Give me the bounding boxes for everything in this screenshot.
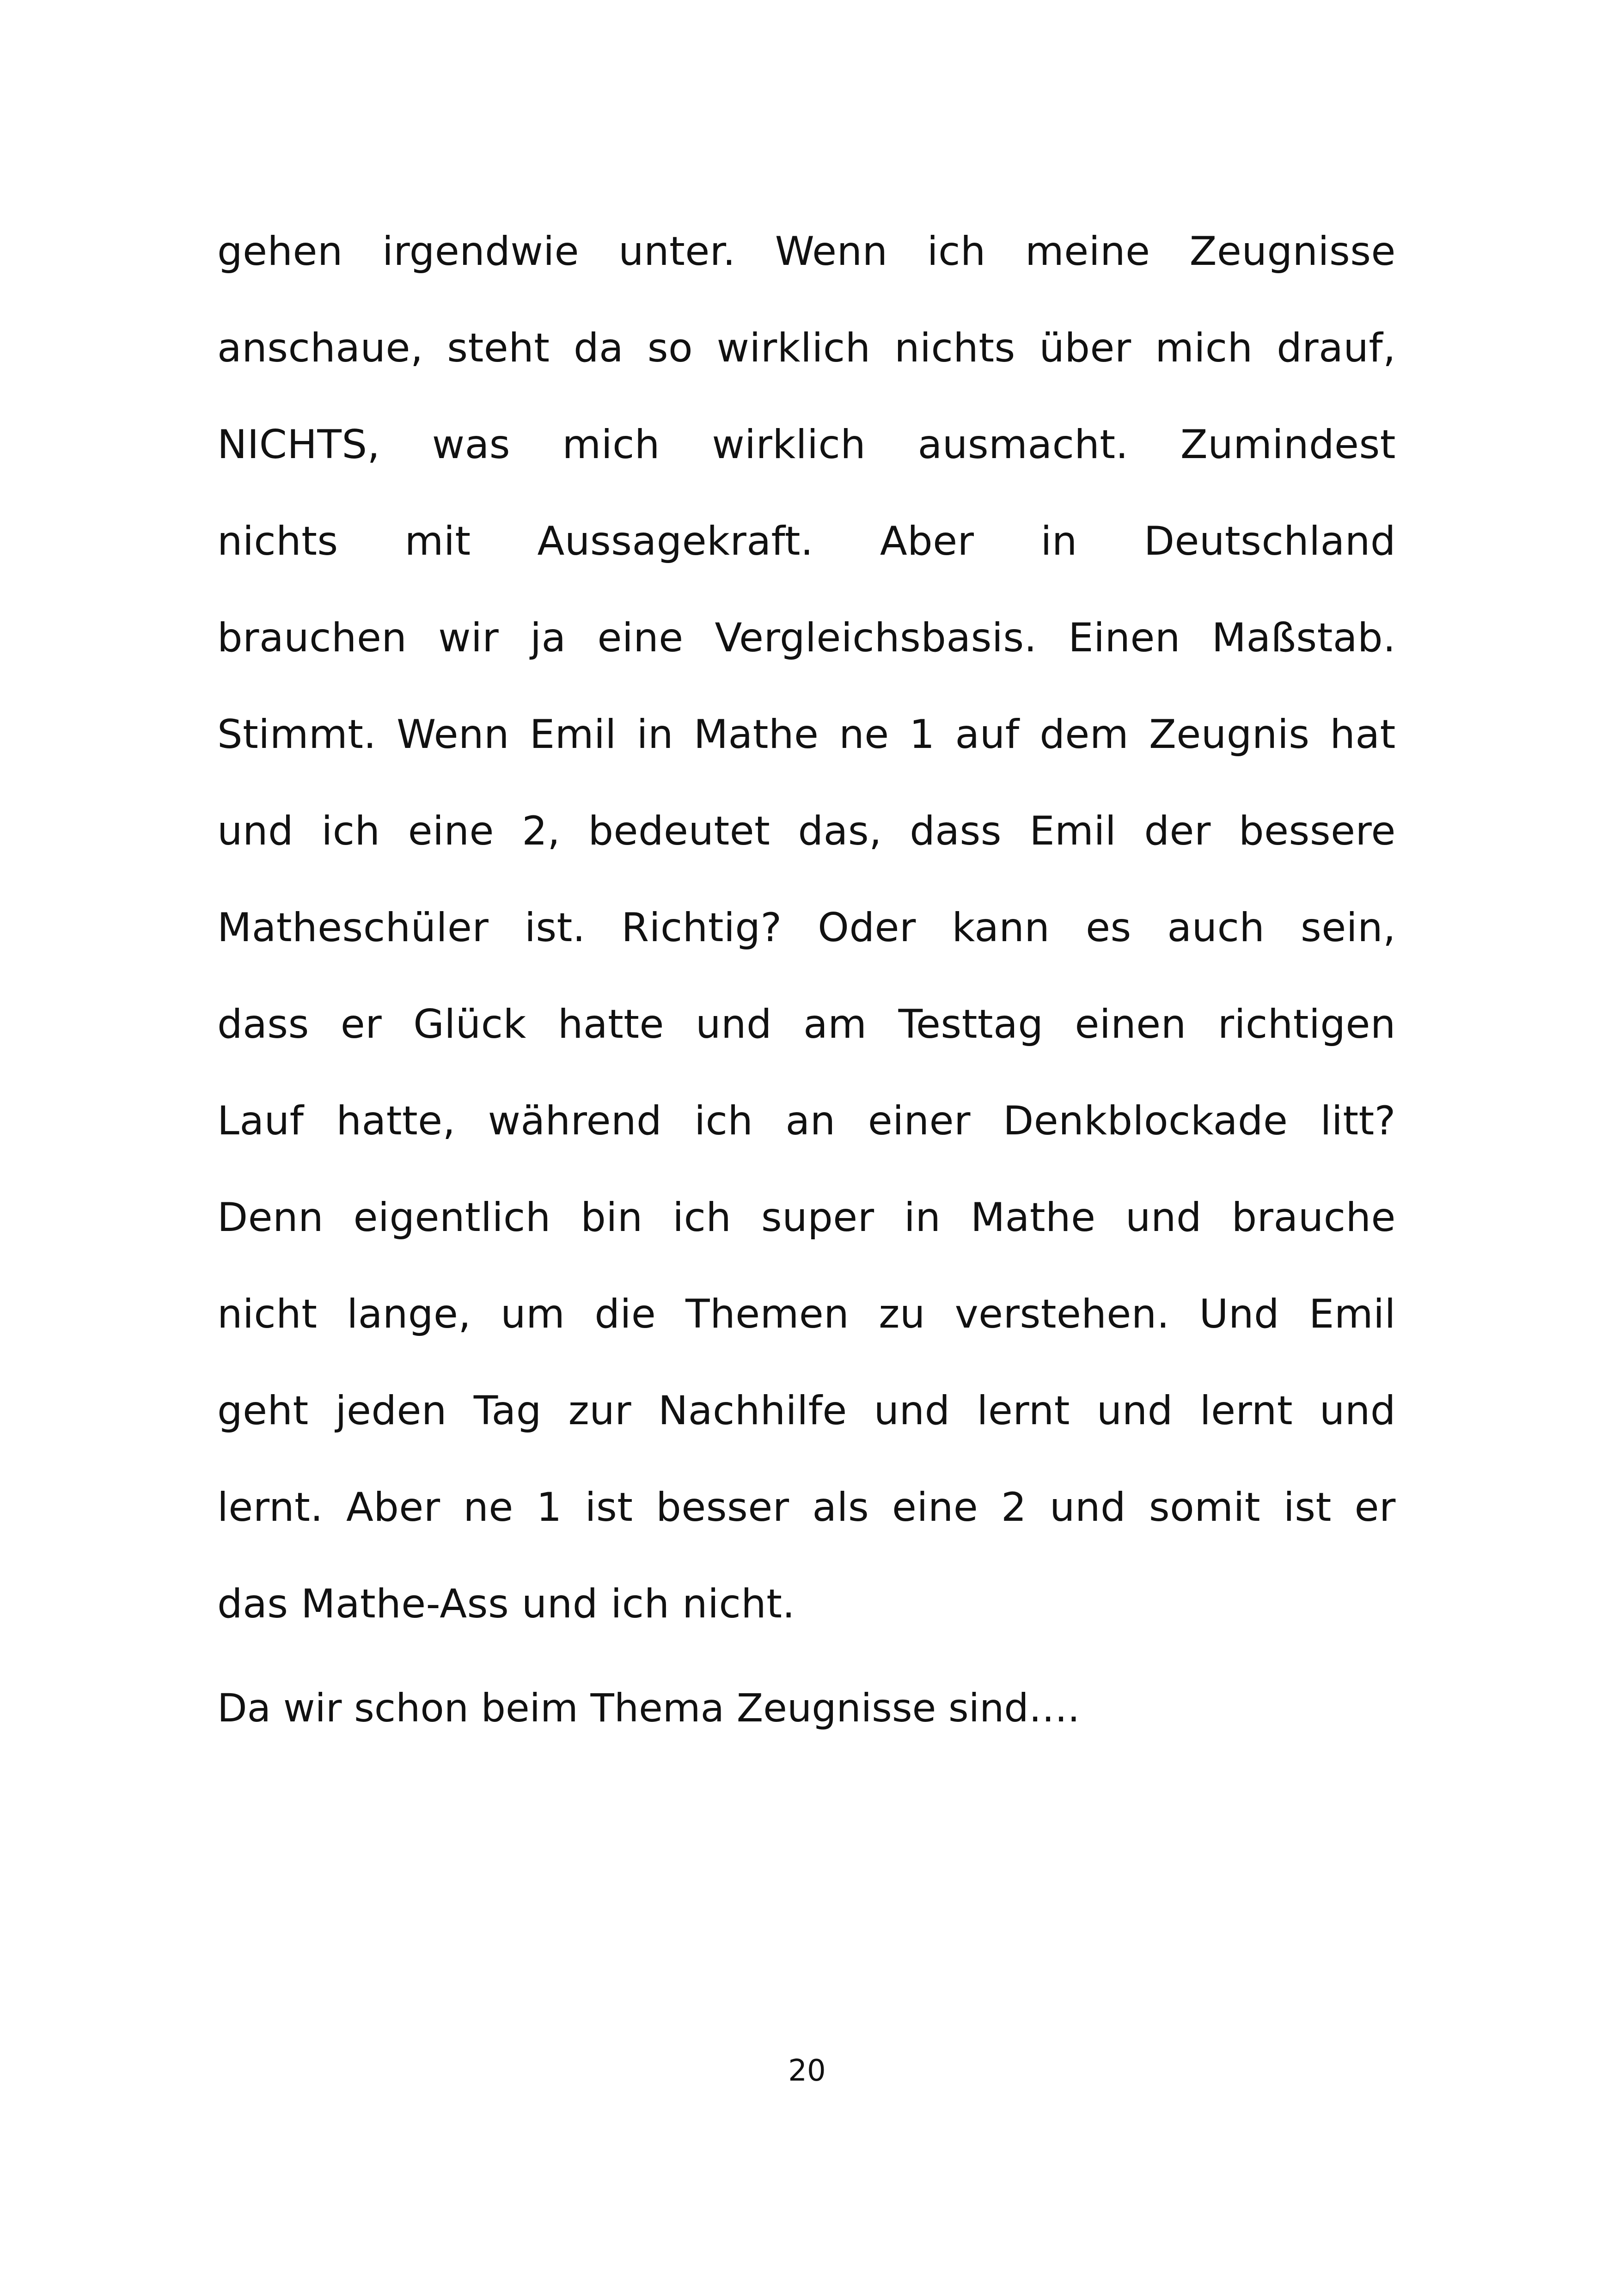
word: somit [1149, 1484, 1261, 1531]
closing-line: Da wir schon beim Thema Zeugnisse sind…. [217, 1685, 1080, 1731]
word: lernt [977, 1388, 1070, 1434]
word: nicht [217, 1291, 318, 1337]
word: Emil [1029, 808, 1117, 854]
word: Richtig? [621, 905, 782, 951]
word: mich [562, 422, 660, 468]
word: ja [530, 615, 566, 661]
word: und [1049, 1484, 1126, 1531]
word: ausmacht. [917, 422, 1129, 468]
word: Vergleichsbasis. [715, 615, 1037, 661]
word: auf [955, 711, 1020, 758]
word: lange, [347, 1291, 471, 1337]
word: brauche [1231, 1194, 1396, 1241]
word: in [904, 1194, 941, 1241]
word: super [761, 1194, 874, 1241]
word: es [1086, 905, 1131, 951]
paragraph-line [217, 397, 1396, 493]
word: drauf, [1277, 325, 1396, 371]
word: über [1039, 325, 1131, 371]
word: während [488, 1098, 662, 1144]
word: Zeugnis [1149, 711, 1310, 758]
word: Aber [346, 1484, 440, 1531]
paragraph-line [217, 1266, 1396, 1363]
word: einen [1075, 1001, 1186, 1047]
word: jeden [335, 1388, 447, 1434]
word: dass [910, 808, 1002, 854]
word: Maßstab. [1211, 615, 1396, 661]
word: zu [879, 1291, 925, 1337]
word: und [874, 1388, 950, 1434]
paragraph-line [217, 880, 1396, 976]
word: Glück [413, 1001, 526, 1047]
word: und [1319, 1388, 1396, 1434]
word: Denn [217, 1194, 324, 1241]
word: sein, [1301, 905, 1396, 951]
word: und [217, 808, 294, 854]
word: gehen [217, 228, 343, 275]
word: auch [1167, 905, 1265, 951]
word: dass [217, 1001, 309, 1047]
word: verstehen. [954, 1291, 1170, 1337]
word: besser [656, 1484, 789, 1531]
word: er [1354, 1484, 1396, 1531]
word: am [803, 1001, 867, 1047]
paragraph-line [217, 493, 1396, 590]
word: Stimmt. [217, 711, 377, 758]
word: 2 [1001, 1484, 1027, 1531]
word: bessere [1239, 808, 1396, 854]
word: 1 [909, 711, 935, 758]
word: bin [581, 1194, 643, 1241]
word: was [432, 422, 511, 468]
word: ich [321, 808, 380, 854]
paragraph-line [217, 1363, 1396, 1459]
word: Tag [473, 1388, 542, 1434]
word: Und [1199, 1291, 1280, 1337]
word: und [695, 1001, 772, 1047]
paragraph-line [217, 976, 1396, 1073]
word: so [647, 325, 693, 371]
word: eine [597, 615, 684, 661]
word: Einen [1068, 615, 1180, 661]
word: eine [408, 808, 494, 854]
word: eine [892, 1484, 978, 1531]
word: Matheschüler [217, 905, 489, 951]
word: das, [798, 808, 882, 854]
word: kann [952, 905, 1050, 951]
word: eigentlich [353, 1194, 551, 1241]
word: Zeugnisse [1189, 228, 1396, 275]
word: ist [1283, 1484, 1332, 1531]
body-paragraph [217, 203, 1396, 1653]
word: wir [438, 615, 499, 661]
word: in [636, 711, 674, 758]
paragraph-line [217, 783, 1396, 880]
word: die [594, 1291, 656, 1337]
word: Mathe [970, 1194, 1096, 1241]
word: als [812, 1484, 869, 1531]
word: hat [1330, 711, 1396, 758]
word: ist [585, 1484, 633, 1531]
word: mich [1155, 325, 1253, 371]
word: hatte [557, 1001, 664, 1047]
word: da [573, 325, 624, 371]
word: ich [611, 1581, 670, 1627]
word: Deutschland [1143, 518, 1396, 564]
word: das [217, 1581, 288, 1627]
word: 2, [522, 808, 561, 854]
word: ist. [524, 905, 586, 951]
paragraph-line [217, 1459, 1396, 1556]
paragraph-line [217, 1556, 1396, 1653]
word: 1 [536, 1484, 562, 1531]
word: NICHTS, [217, 422, 380, 468]
word: er [340, 1001, 382, 1047]
word: ne [463, 1484, 514, 1531]
word: nichts [894, 325, 1015, 371]
word: Oder [818, 905, 916, 951]
paragraph-line [217, 1073, 1396, 1169]
word: ich [694, 1098, 753, 1144]
paragraph-line [217, 686, 1396, 783]
paragraph-line [217, 300, 1396, 397]
word: Zumindest [1180, 422, 1396, 468]
word: anschaue, [217, 325, 423, 371]
word: Themen [685, 1291, 850, 1337]
word: lernt. [217, 1484, 324, 1531]
word: brauchen [217, 615, 407, 661]
word: lernt [1199, 1388, 1293, 1434]
word: richtigen [1217, 1001, 1396, 1047]
word: Mathe-Ass [301, 1581, 509, 1627]
word: um [501, 1291, 565, 1337]
word: hatte, [336, 1098, 456, 1144]
word: und [521, 1581, 598, 1627]
word: und [1125, 1194, 1202, 1241]
word: irgendwie [382, 228, 580, 275]
word: in [1040, 518, 1077, 564]
word: Emil [529, 711, 617, 758]
word: wirklich [712, 422, 866, 468]
word: Denkblockade [1003, 1098, 1288, 1144]
word: unter. [618, 228, 736, 275]
word: ne [839, 711, 889, 758]
word: und [1096, 1388, 1173, 1434]
word: geht [217, 1388, 309, 1434]
word: ich [672, 1194, 732, 1241]
page-number: 20 [788, 2054, 826, 2088]
word: an [785, 1098, 836, 1144]
word: Wenn [775, 228, 888, 275]
paragraph-line [217, 1169, 1396, 1266]
paragraph-line [217, 203, 1396, 300]
word: steht [447, 325, 550, 371]
word: Mathe [693, 711, 819, 758]
word: zur [568, 1388, 632, 1434]
word: dem [1039, 711, 1129, 758]
word: bedeutet [588, 808, 770, 854]
word: litt? [1320, 1098, 1396, 1144]
word: nichts [217, 518, 338, 564]
word: der [1144, 808, 1211, 854]
word: Emil [1309, 1291, 1396, 1337]
word: Nachhilfe [658, 1388, 847, 1434]
word: meine [1025, 228, 1150, 275]
word: Wenn [397, 711, 510, 758]
word: nicht. [682, 1581, 795, 1627]
word: Lauf [217, 1098, 304, 1144]
word: einer [868, 1098, 971, 1144]
word: ich [927, 228, 986, 275]
word: mit [404, 518, 471, 564]
word: Aber [880, 518, 974, 564]
word: wirklich [716, 325, 871, 371]
word: Testtag [898, 1001, 1044, 1047]
paragraph-line [217, 590, 1396, 686]
word: Aussagekraft. [537, 518, 813, 564]
